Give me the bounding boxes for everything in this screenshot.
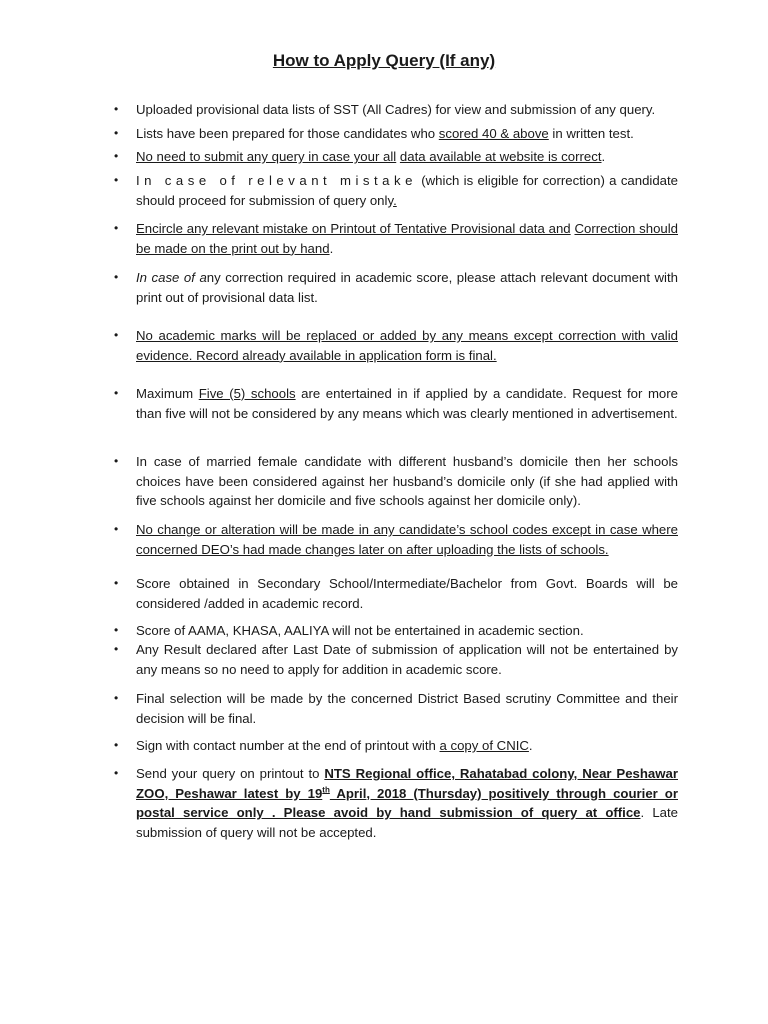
text-segment: Correction should be made on the print out by hand xyxy=(136,221,679,256)
bullet-icon: • xyxy=(114,221,119,235)
text-segment: April, 2018 (Thursday) positively through courier or postal service only . Please avoid by hand submission of query at office xyxy=(136,785,678,821)
bullet-icon: • xyxy=(114,149,119,163)
bullet-icon: • xyxy=(114,386,119,400)
text-segment: . xyxy=(393,192,397,208)
bullet-icon: • xyxy=(114,173,119,187)
text-segment: (which is eligible for correction) a candidate should proceed for submission of query only xyxy=(136,173,679,208)
bullet-icon: • xyxy=(114,576,119,590)
text-segment: In case of married female candidate with different husband’s domicile then her schools choices have been considered against her husband’s domicile only (if she had applied with five schools against her domicile and five schools against her domicile only). xyxy=(136,454,678,509)
text-segment: Maximum xyxy=(136,386,199,401)
text-segment: No change or alteration will be made in any candidate’s school codes except in case where concerned DEO’s had made changes later on after uploading the lists of schools. xyxy=(136,522,678,557)
bullet-icon: • xyxy=(114,102,119,116)
bullet-icon: • xyxy=(114,738,119,752)
text-segment: In case of relevant mistake xyxy=(136,173,417,188)
bullet-icon: • xyxy=(114,642,119,656)
text-segment: NTS Regional office, Rahatabad colony, Near Peshawar ZOO, Peshawar latest by 19 xyxy=(136,766,678,801)
list-item-text xyxy=(136,736,678,756)
bullet-icon: • xyxy=(114,522,119,536)
text-segment: Score obtained in Secondary School/Intermediate/Bachelor from Govt. Boards will be considered /added in academic record. xyxy=(136,576,678,611)
text-segment: . xyxy=(601,149,606,164)
text-segment: Send your query on printout to xyxy=(136,766,325,781)
list-item-text xyxy=(136,384,678,423)
text-segment: Five (5) schools xyxy=(198,386,296,401)
list-item-text xyxy=(136,100,678,120)
text-segment: Score of AAMA, KHASA, AALIYA will not be entertained in academic section. xyxy=(136,623,584,638)
bullet-icon: • xyxy=(114,454,119,468)
text-segment: . xyxy=(329,240,334,256)
list-item-text xyxy=(136,520,678,559)
list-item-text xyxy=(136,326,678,365)
text-segment: Final selection will be made by the concerned District Based scrutiny Committee and their decision will be final. xyxy=(136,691,678,726)
bullet-icon: • xyxy=(114,766,119,780)
list-item-text xyxy=(136,268,678,307)
list-item-text xyxy=(136,147,678,167)
list-item-text xyxy=(136,574,678,613)
text-segment: No academic marks will be replaced or added by any means except correction with valid evidence. Record already available in application form is final. xyxy=(136,328,678,363)
list-item-text xyxy=(136,124,678,144)
list-item-text xyxy=(136,764,678,842)
bullet-icon: • xyxy=(114,623,119,637)
list-item-text xyxy=(136,689,678,728)
text-segment: . Late submission of query will not be accepted. xyxy=(136,805,678,840)
text-segment: data available at website is correct xyxy=(399,149,602,164)
list-item-text xyxy=(136,171,678,210)
list-item-text xyxy=(136,219,678,258)
text-segment: No need to submit any query in case your all xyxy=(136,149,397,164)
list-item-text xyxy=(136,621,678,641)
text-segment: Encircle any relevant mistake on Printout of Tentative Provisional data and xyxy=(136,221,571,236)
bullet-icon: • xyxy=(114,270,119,284)
bullet-icon: • xyxy=(114,328,119,342)
text-segment: scored 40 & above xyxy=(438,126,549,141)
text-segment: Any Result declared after Last Date of submission of application will not be entertained by any means so no need to apply for addition in academic score. xyxy=(136,642,678,677)
text-segment: Uploaded provisional data lists of SST (All Cadres) for view and submission of any query. xyxy=(136,102,656,117)
bullet-icon: • xyxy=(114,126,119,140)
text-segment: th xyxy=(322,785,330,795)
list-item-text xyxy=(136,452,678,511)
bullet-icon: • xyxy=(114,691,119,705)
text-segment: are entertained in if applied by a candidate. Request for more than five will not be considered by any means which was clearly mentioned in advertisement. xyxy=(136,386,678,421)
text-segment: . xyxy=(528,738,533,753)
text-segment: In case of a xyxy=(136,270,207,285)
text-segment: Sign with contact number at the end of printout with xyxy=(136,738,440,753)
text-segment: a copy of CNIC xyxy=(439,738,529,753)
list-item-text xyxy=(136,640,678,679)
page-title: How to Apply Query (If any) xyxy=(272,51,496,70)
text-segment: ny correction required in academic score, please attach relevant document with print out of provisional data list. xyxy=(136,270,678,305)
text-segment: Lists have been prepared for those candidates who xyxy=(136,126,439,141)
text-segment: in written test. xyxy=(548,126,634,141)
